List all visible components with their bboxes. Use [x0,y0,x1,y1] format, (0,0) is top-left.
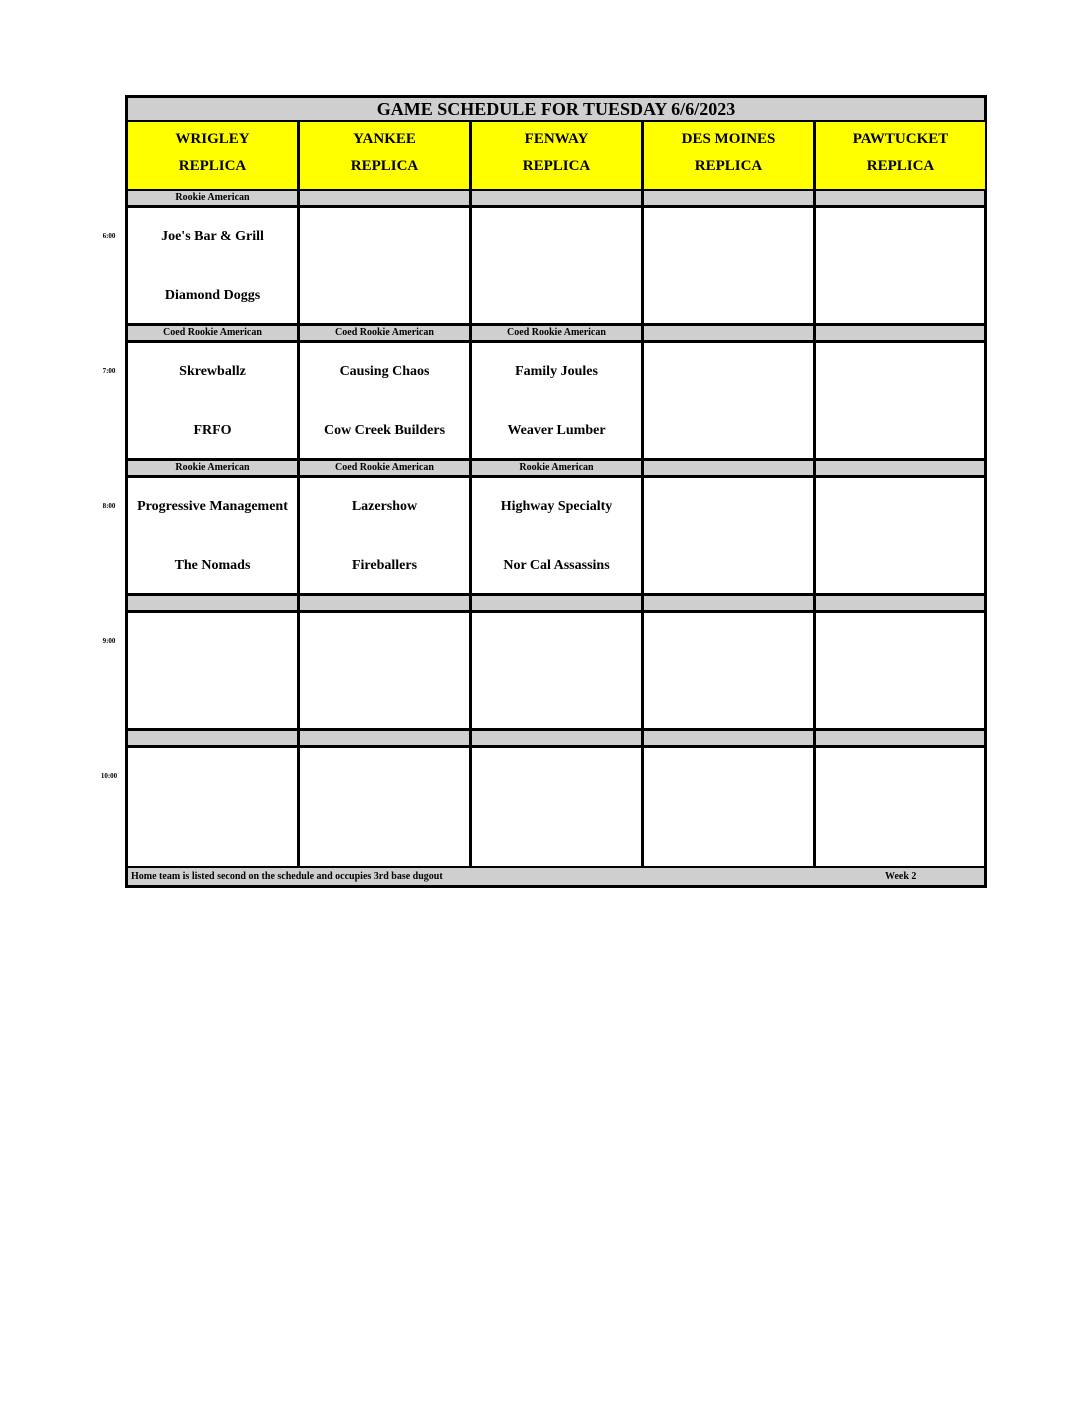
away-team: Progressive Management [137,499,288,514]
game-cell [472,478,641,593]
game-cell [300,208,469,323]
time-label: 7:00 [102,367,116,375]
game-cell [300,478,469,593]
game-cell [128,478,297,593]
time-label: 6:00 [102,232,116,240]
away-team: Highway Specialty [500,499,613,514]
field-header-5 [816,122,985,191]
game-cell [644,748,813,863]
game-cell [816,748,985,863]
home-team: The Nomads [174,558,251,573]
field-subtitle: REPLICA [178,158,247,174]
home-team: FRFO [193,423,232,438]
game-cell [816,613,985,728]
field-header-4 [644,122,813,191]
field-header-2 [300,122,469,191]
game-cell [128,748,297,863]
away-team: Joe's Bar & Grill [161,229,264,244]
field-name: PAWTUCKET [852,131,949,147]
game-cell [472,613,641,728]
game-cell [472,343,641,458]
column-divider [813,122,816,866]
game-cell [472,208,641,323]
division-label: Coed Rookie American [163,327,262,338]
field-subtitle: REPLICA [694,158,763,174]
column-divider [641,122,644,866]
column-divider [297,122,300,866]
game-cell [128,208,297,323]
schedule-footer [128,866,984,885]
field-subtitle: REPLICA [522,158,591,174]
field-subtitle: REPLICA [350,158,419,174]
game-cell [644,613,813,728]
field-subtitle: REPLICA [866,158,935,174]
week-label: Week 2 [885,871,917,882]
home-team: Cow Creek Builders [323,423,446,438]
game-cell [300,613,469,728]
game-cell [816,478,985,593]
field-header-3 [472,122,641,191]
division-label: Rookie American [175,192,250,203]
field-header-1 [128,122,297,191]
game-cell [472,748,641,863]
time-label: 10:00 [100,772,118,780]
home-team: Diamond Doggs [164,288,261,303]
game-cell [644,208,813,323]
division-strip [128,731,984,745]
division-label: Coed Rookie American [335,462,434,473]
column-divider [469,122,472,866]
division-label: Coed Rookie American [507,327,606,338]
division-strip [128,596,984,610]
home-team: Weaver Lumber [507,423,606,438]
game-cell [128,613,297,728]
time-label: 9:00 [102,637,116,645]
field-name: DES MOINES [681,131,776,147]
away-team: Lazershow [351,499,418,514]
field-name: WRIGLEY [175,131,250,147]
game-cell [644,343,813,458]
game-cell [300,748,469,863]
game-cell [300,343,469,458]
game-cell [128,343,297,458]
game-cell [816,208,985,323]
schedule-title: GAME SCHEDULE FOR TUESDAY 6/6/2023 [128,98,984,122]
schedule-table [125,95,987,888]
home-team-note: Home team is listed second on the schedule and occupies 3rd base dugout [131,871,443,882]
away-team: Skrewballz [179,364,246,379]
division-label: Coed Rookie American [335,327,434,338]
away-team: Family Joules [515,364,598,379]
game-cell [644,478,813,593]
home-team: Nor Cal Assassins [503,558,610,573]
home-team: Fireballers [351,558,418,573]
division-label: Rookie American [175,462,250,473]
division-label: Rookie American [519,462,594,473]
field-name: FENWAY [524,131,589,147]
field-name: YANKEE [353,131,416,147]
away-team: Causing Chaos [339,364,430,379]
time-label: 8:00 [102,502,116,510]
game-cell [816,343,985,458]
